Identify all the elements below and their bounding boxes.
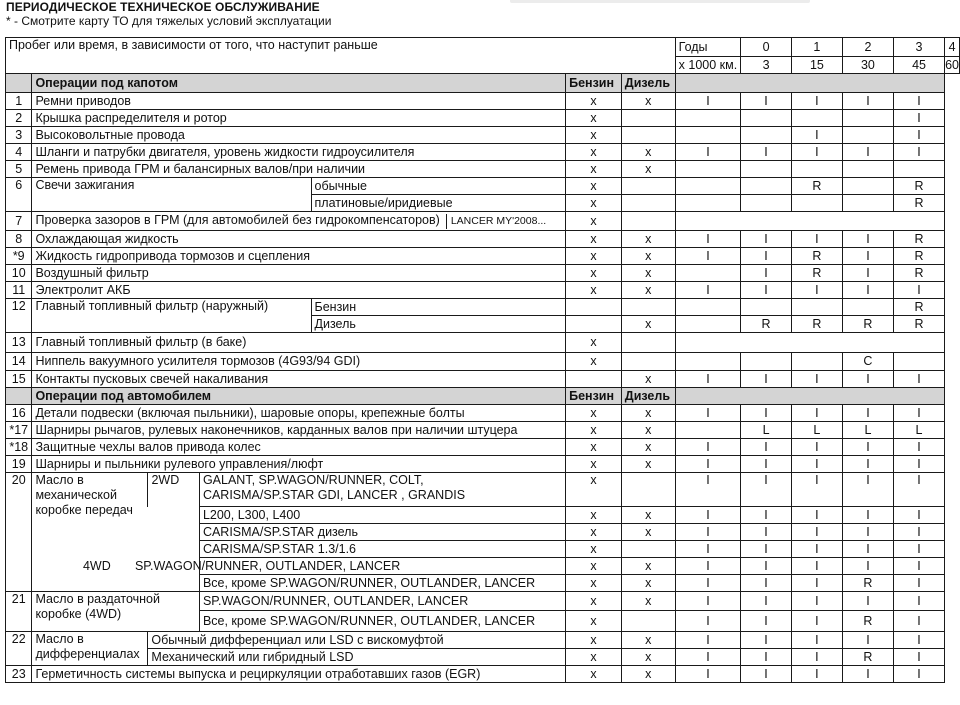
km-0: 3 <box>741 57 792 74</box>
section-vehicle-row: Операции под автомобилем Бензин Дизель <box>6 388 960 405</box>
table-row: 2 Крышка распределителя и ротор x I <box>6 110 960 127</box>
table-row: 4 Шланги и патрубки двигателя, уровень жидкости гидроусилителя x x I I I I I <box>6 144 960 161</box>
table-row: 4WD SP.WAGON/RUNNER, OUTLANDER, LANCER x x I I I I I <box>6 558 960 575</box>
model-note: LANCER MY'2008... <box>446 214 546 229</box>
years-label: Годы <box>675 38 741 57</box>
table-row: 21 Масло в раздаточной коробке (4WD) SP.WAGON/RUNNER, OUTLANDER, LANCER x x I I I I I <box>6 592 960 611</box>
year-2: 2 <box>842 38 893 57</box>
faded-header-text <box>510 0 810 3</box>
km-1: 15 <box>791 57 842 74</box>
table-row: *17 Шарниры рычагов, рулевых наконечников, карданных валов при наличии штуцера x x L L L L <box>6 422 960 439</box>
table-row: 23 Герметичность системы выпуска и рециркуляции отработавших газов (EGR) x x I I I I I <box>6 666 960 683</box>
page-subtitle: * - Смотрите карту ТО для тяжелых условий эксплуатации <box>6 14 332 28</box>
table-row: 11 Электролит АКБ x x I I I I I <box>6 282 960 299</box>
table-row: *9 Жидкость гидропривода тормозов и сцепления x x I I R I R <box>6 248 960 265</box>
table-row: CARISMA/SP.STAR 1.3/1.6 x I I I I I <box>6 541 960 558</box>
table-row: 5 Ремень привода ГРМ и балансирных валов/при наличии x x <box>6 161 960 178</box>
year-1: 1 <box>791 38 842 57</box>
table-row: 7 Проверка зазоров в ГРМ (для автомобилей без гидрокомпенсаторов) LANCER MY'2008... x <box>6 212 960 231</box>
table-row: Все, кроме SP.WAGON/RUNNER, OUTLANDER, LANCER x x I I I R I <box>6 575 960 592</box>
page-title: ПЕРИОДИЧЕСКОЕ ТЕХНИЧЕСКОЕ ОБСЛУЖИВАНИЕ <box>6 0 320 14</box>
table-row: 12 Главный топливный фильтр (наружный) Бензин R <box>6 299 960 316</box>
table-row: 10 Воздушный фильтр x x I R I R <box>6 265 960 282</box>
table-row: 15 Контакты пусковых свечей накаливания x I I I I I <box>6 371 960 388</box>
maintenance-table <box>5 37 960 683</box>
drive-4wd: 4WD <box>82 558 111 573</box>
table-row: 20 Масло в механической коробке передач 2WD GALANT, SP.WAGON/RUNNER, COLT, CARISMA/SP.STAR GDI, LANCER , GRANDIS x I I I I I <box>6 473 960 507</box>
drive-2wd: 2WD <box>147 473 179 507</box>
header-desc: Пробег или время, в зависимости от того, что наступит раньше <box>6 38 676 74</box>
col-diesel-label: Дизель <box>621 74 675 93</box>
table-row: *18 Защитные чехлы валов привода колес x x I I I I I <box>6 439 960 456</box>
table-row: 14 Ниппель вакуумного усилителя тормозов (4G93/94 GDI) x C <box>6 353 960 371</box>
km-4: 60 <box>945 57 959 72</box>
km-3: 45 <box>893 57 944 74</box>
table-row: Все, кроме SP.WAGON/RUNNER, OUTLANDER, LANCER x I I I R I <box>6 611 960 632</box>
section-hood-row <box>6 74 960 93</box>
section-hood-title: Операции под капотом <box>32 74 566 93</box>
table-row: 19 Шарниры и пыльники рулевого управления/люфт x x I I I I I <box>6 456 960 473</box>
km-label: x 1000 км. <box>675 57 741 74</box>
table-row: 3 Высоковольтные провода x I I <box>6 127 960 144</box>
year-3: 3 <box>893 38 944 57</box>
section-vehicle-title: Операции под автомобилем <box>32 388 566 405</box>
km-2: 30 <box>842 57 893 74</box>
table-row: 6 Свечи зажигания обычные x R R <box>6 178 960 195</box>
table-row: 13 Главный топливный фильтр (в баке) x <box>6 333 960 353</box>
table-row: Дизель x R R R R <box>6 316 960 333</box>
table-row: платиновые/иридиевые x R <box>6 195 960 212</box>
table-row: 22 Масло в дифференциалах Обычный дифференциал или LSD с вискомуфтой x x I I I I I <box>6 632 960 649</box>
col-petrol-label: Бензин <box>566 74 622 93</box>
table-row: CARISMA/SP.STAR дизель x x I I I I I <box>6 524 960 541</box>
table-row: 16 Детали подвески (включая пыльники), шаровые опоры, крепежные болты x x I I I I I <box>6 405 960 422</box>
year-0: 0 <box>741 38 792 57</box>
year-4: 4 <box>945 38 960 57</box>
table-row: 1 Ремни приводов x x I I I I I <box>6 93 960 110</box>
table-row: Механический или гибридный LSD x x I I I R I <box>6 649 960 666</box>
header-row-years <box>6 38 960 57</box>
table-row: L200, L300, L400 x x I I I I I <box>6 507 960 524</box>
table-row: 8 Охлаждающая жидкость x x I I I I R <box>6 231 960 248</box>
